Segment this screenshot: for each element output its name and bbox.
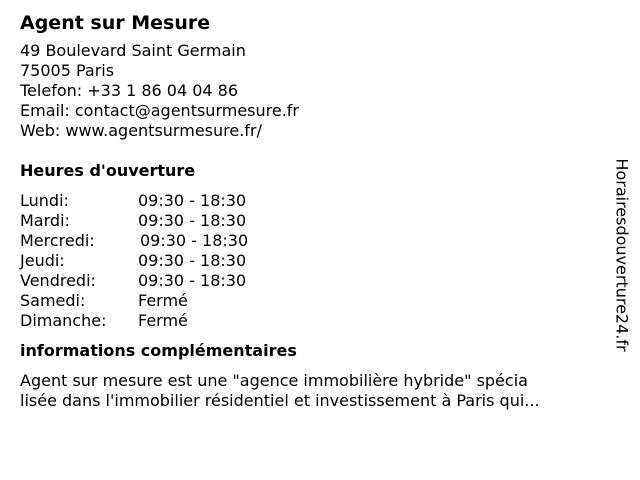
hours-value: 09:30 - 18:30 [138, 251, 247, 270]
site-watermark: Horairesdouverture24.fr [612, 158, 632, 352]
hours-row-friday [20, 271, 600, 291]
description-line-1: Agent sur mesure est une "agence immobilière hybride" spécia [20, 371, 528, 390]
day-label: Vendredi: [20, 271, 96, 290]
opening-hours-heading: Heures d'ouverture [20, 161, 196, 180]
website-line: Web: www.agentsurmesure.fr/ [20, 121, 262, 140]
hours-row-wednesday [20, 231, 600, 251]
address-street: 49 Boulevard Saint Germain [20, 41, 246, 60]
additional-info-heading: informations complémentaires [20, 341, 297, 360]
phone-line: Telefon: +33 1 86 04 04 86 [20, 81, 239, 100]
hours-row-saturday [20, 291, 600, 311]
hours-value: Fermé [138, 311, 188, 330]
day-label: Samedi: [20, 291, 86, 310]
day-label: Dimanche: [20, 311, 107, 330]
business-card [20, 10, 600, 411]
hours-row-sunday [20, 311, 600, 331]
hours-value: 09:30 - 18:30 [138, 191, 247, 210]
hours-row-tuesday [20, 211, 600, 231]
hours-value: 09:30 - 18:30 [138, 271, 247, 290]
hours-row-thursday [20, 251, 600, 271]
day-label: Mardi: [20, 211, 70, 230]
day-label: Jeudi: [20, 251, 65, 270]
day-label: Lundi: [20, 191, 69, 210]
opening-hours-table [20, 191, 600, 331]
hours-value: 09:30 - 18:30 [140, 231, 249, 250]
description-line-2: lisée dans l'immobilier résidentiel et investissement à Paris qui... [20, 391, 540, 410]
hours-row-monday [20, 191, 600, 211]
day-label: Mercredi: [20, 231, 95, 250]
email-line: Email: contact@agentsurmesure.fr [20, 101, 300, 120]
business-name: Agent sur Mesure [20, 12, 211, 34]
hours-value: 09:30 - 18:30 [138, 211, 247, 230]
address-city: 75005 Paris [20, 61, 115, 80]
hours-value: Fermé [138, 291, 188, 310]
